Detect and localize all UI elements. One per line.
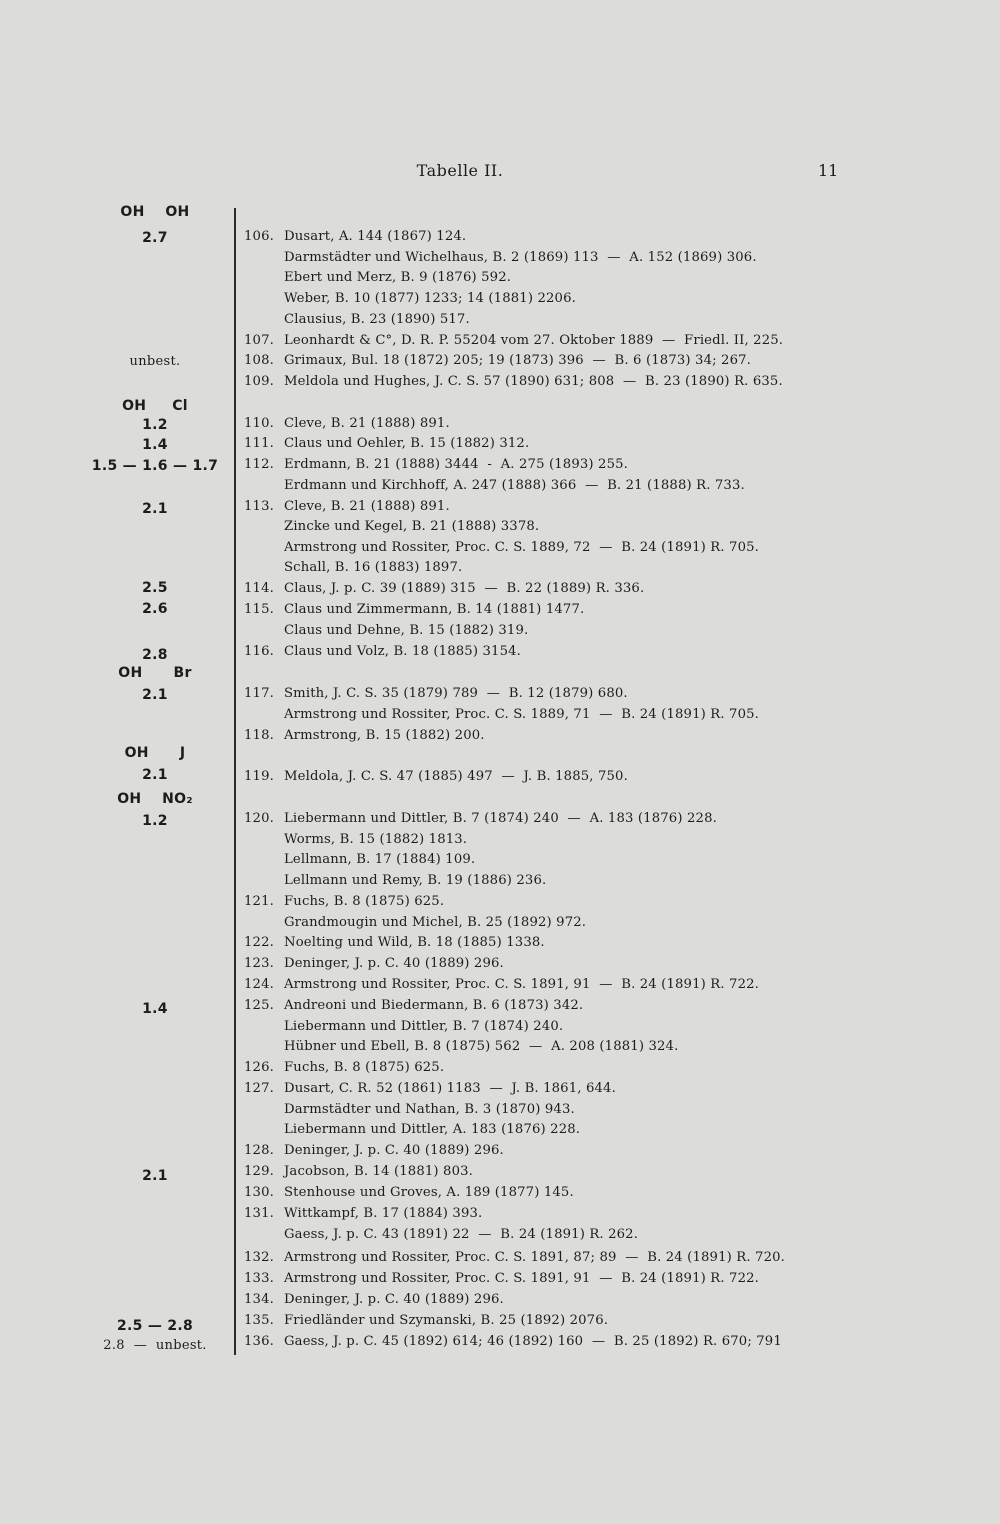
reference-number: 124.	[244, 977, 274, 992]
reference-line	[244, 977, 759, 997]
reference-number: 112.	[244, 457, 274, 472]
reference-text: Deninger, J. p. C. 40 (1889) 296.	[284, 1143, 504, 1158]
reference-number: 130.	[244, 1185, 274, 1200]
reference-line	[244, 478, 745, 498]
reference-line	[244, 769, 628, 789]
reference-number: 121.	[244, 894, 274, 909]
reference-number: 117.	[244, 686, 274, 701]
reference-text: Jacobson, B. 14 (1881) 803.	[284, 1164, 474, 1179]
reference-line	[244, 291, 576, 311]
reference-line	[244, 560, 462, 580]
reference-line	[244, 1164, 473, 1184]
reference-text: Friedländer und Szymanski, B. 25 (1892) 2076.	[284, 1313, 609, 1328]
reference-line	[244, 1060, 444, 1080]
position-label: 2.5	[142, 580, 168, 596]
reference-line	[244, 1081, 616, 1101]
reference-line	[244, 1143, 504, 1163]
position-label: 2.1	[142, 501, 168, 517]
reference-line	[244, 353, 751, 373]
reference-line	[244, 894, 444, 914]
reference-text: Worms, B. 15 (1882) 1813.	[284, 832, 468, 847]
reference-text: Liebermann und Dittler, A. 183 (1876) 228.	[284, 1122, 581, 1137]
reference-number: 119.	[244, 769, 274, 784]
reference-text: Leonhardt & C°, D. R. P. 55204 vom 27. Oktober 1889 — Friedl. II, 225.	[284, 333, 784, 348]
page-title: Tabelle II.	[416, 161, 504, 180]
reference-line	[244, 956, 504, 976]
reference-text: Deninger, J. p. C. 40 (1889) 296.	[284, 956, 504, 971]
reference-text: Smith, J. C. S. 35 (1879) 789 — B. 12 (1879) 680.	[284, 686, 628, 701]
reference-text: Zincke und Kegel, B. 21 (1888) 3378.	[284, 519, 540, 534]
reference-number: 114.	[244, 581, 274, 596]
reference-line	[244, 1271, 759, 1291]
reference-text: Claus und Oehler, B. 15 (1882) 312.	[284, 436, 530, 451]
position-label: OH J	[124, 745, 186, 761]
reference-number: 123.	[244, 956, 274, 971]
position-label: OH OH	[120, 204, 190, 220]
position-label: 1.4	[142, 437, 168, 453]
reference-line	[244, 852, 475, 872]
reference-text: Liebermann und Dittler, B. 7 (1874) 240.	[284, 1019, 564, 1034]
reference-text: Gaess, J. p. C. 43 (1891) 22 — B. 24 (1891) R. 262.	[284, 1227, 639, 1242]
reference-number: 128.	[244, 1143, 274, 1158]
reference-line	[244, 540, 759, 560]
reference-number: 108.	[244, 353, 274, 368]
reference-text: Dusart, A. 144 (1867) 124.	[284, 229, 467, 244]
reference-text: Fuchs, B. 8 (1875) 625.	[284, 1060, 445, 1075]
reference-line	[244, 915, 586, 935]
reference-line	[244, 499, 450, 519]
reference-number: 135.	[244, 1313, 274, 1328]
reference-text: Erdmann und Kirchhoff, A. 247 (1888) 366 — B. 21 (1888) R. 733.	[284, 478, 745, 493]
reference-text: Darmstädter und Nathan, B. 3 (1870) 943.	[284, 1102, 575, 1117]
reference-text: Liebermann und Dittler, B. 7 (1874) 240 — A. 183 (1876) 228.	[284, 811, 717, 826]
column-divider	[234, 208, 236, 1355]
reference-line	[244, 728, 485, 748]
reference-text: Weber, B. 10 (1877) 1233; 14 (1881) 2206.	[284, 291, 576, 306]
reference-line	[244, 873, 546, 893]
reference-text: Cleve, B. 21 (1888) 891.	[284, 499, 450, 514]
reference-line	[244, 312, 470, 332]
reference-line	[244, 581, 644, 601]
reference-number: 133.	[244, 1271, 274, 1286]
reference-line	[244, 1250, 785, 1270]
position-label: 2.8	[142, 647, 168, 663]
reference-line	[244, 250, 757, 270]
reference-number: 134.	[244, 1292, 274, 1307]
reference-number: 136.	[244, 1334, 274, 1349]
reference-text: Meldola, J. C. S. 47 (1885) 497 — J. B. 1885, 750.	[284, 769, 628, 784]
reference-line	[244, 519, 539, 539]
reference-line	[244, 333, 783, 353]
reference-text: Andreoni und Biedermann, B. 6 (1873) 342.	[284, 998, 584, 1013]
reference-number: 107.	[244, 333, 274, 348]
reference-text: Stenhouse und Groves, A. 189 (1877) 145.	[284, 1185, 574, 1200]
reference-number: 118.	[244, 728, 274, 743]
reference-text: Claus und Volz, B. 18 (1885) 3154.	[284, 644, 521, 659]
reference-text: Schall, B. 16 (1883) 1897.	[284, 560, 463, 575]
reference-text: Erdmann, B. 21 (1888) 3444 - A. 275 (1893) 255.	[284, 457, 629, 472]
reference-line	[244, 1039, 678, 1059]
reference-line	[244, 707, 759, 727]
position-label: OH Br	[118, 665, 192, 681]
reference-text: Armstrong und Rossiter, Proc. C. S. 1889, 72 — B. 24 (1891) R. 705.	[284, 540, 759, 555]
reference-line	[244, 644, 521, 664]
position-label: 2.1	[142, 687, 168, 703]
position-label: OH Cl	[122, 398, 188, 414]
reference-text: Noelting und Wild, B. 18 (1885) 1338.	[284, 935, 545, 950]
reference-text: Grimaux, Bul. 18 (1872) 205; 19 (1873) 396 — B. 6 (1873) 34; 267.	[284, 353, 752, 368]
reference-line	[244, 416, 450, 436]
reference-line	[244, 1102, 575, 1122]
reference-number: 110.	[244, 416, 274, 431]
reference-text: Lellmann, B. 17 (1884) 109.	[284, 852, 476, 867]
reference-number: 125.	[244, 998, 274, 1013]
reference-line	[244, 270, 511, 290]
position-label: 2.8 — unbest.	[103, 1338, 207, 1353]
reference-text: Lellmann und Remy, B. 19 (1886) 236.	[284, 873, 547, 888]
reference-line	[244, 602, 584, 622]
reference-number: 120.	[244, 811, 274, 826]
position-label: 1.5 — 1.6 — 1.7	[91, 458, 219, 474]
reference-line	[244, 686, 628, 706]
reference-number: 111.	[244, 436, 274, 451]
reference-text: Darmstädter und Wichelhaus, B. 2 (1869) 113 — A. 152 (1869) 306.	[284, 250, 757, 265]
reference-text: Hübner und Ebell, B. 8 (1875) 562 — A. 208 (1881) 324.	[284, 1039, 679, 1054]
position-label: unbest.	[129, 354, 181, 369]
reference-text: Ebert und Merz, B. 9 (1876) 592.	[284, 270, 512, 285]
reference-text: Fuchs, B. 8 (1875) 625.	[284, 894, 445, 909]
position-label: 2.1	[142, 767, 168, 783]
reference-line	[244, 1227, 638, 1247]
reference-number: 131.	[244, 1206, 274, 1221]
reference-number: 127.	[244, 1081, 274, 1096]
reference-number: 129.	[244, 1164, 274, 1179]
reference-number: 132.	[244, 1250, 274, 1265]
reference-line	[244, 832, 467, 852]
reference-number: 106.	[244, 229, 274, 244]
reference-line	[244, 811, 717, 831]
reference-number: 126.	[244, 1060, 274, 1075]
reference-text: Armstrong und Rossiter, Proc. C. S. 1891, 91 — B. 24 (1891) R. 722.	[284, 1271, 759, 1286]
reference-number: 122.	[244, 935, 274, 950]
reference-line	[244, 1292, 504, 1312]
position-label: 2.6	[142, 601, 168, 617]
reference-text: Dusart, C. R. 52 (1861) 1183 — J. B. 1861, 644.	[284, 1081, 616, 1096]
reference-number: 116.	[244, 644, 274, 659]
reference-text: Deninger, J. p. C. 40 (1889) 296.	[284, 1292, 504, 1307]
position-label: 1.4	[142, 1001, 168, 1017]
position-label: 1.2	[142, 417, 168, 433]
reference-text: Claus, J. p. C. 39 (1889) 315 — B. 22 (1889) R. 336.	[284, 581, 645, 596]
reference-line	[244, 374, 783, 394]
reference-text: Claus und Zimmermann, B. 14 (1881) 1477.	[284, 602, 585, 617]
reference-line	[244, 229, 466, 249]
reference-line	[244, 1313, 608, 1333]
reference-text: Meldola und Hughes, J. C. S. 57 (1890) 631; 808 — B. 23 (1890) R. 635.	[284, 374, 783, 389]
reference-text: Wittkampf, B. 17 (1884) 393.	[284, 1206, 483, 1221]
position-label: 2.7	[142, 230, 168, 246]
reference-line	[244, 1185, 574, 1205]
reference-text: Clausius, B. 23 (1890) 517.	[284, 312, 470, 327]
reference-line	[244, 436, 529, 456]
reference-text: Claus und Dehne, B. 15 (1882) 319.	[284, 623, 529, 638]
reference-number: 115.	[244, 602, 274, 617]
reference-number: 113.	[244, 499, 274, 514]
reference-text: Grandmougin und Michel, B. 25 (1892) 972.	[284, 915, 587, 930]
reference-text: Gaess, J. p. C. 45 (1892) 614; 46 (1892) 160 — B. 25 (1892) R. 670; 791	[284, 1334, 782, 1349]
reference-line	[244, 1206, 482, 1226]
reference-text: Armstrong und Rossiter, Proc. C. S. 1891, 87; 89 — B. 24 (1891) R. 720.	[284, 1250, 786, 1265]
reference-line	[244, 1334, 782, 1354]
position-label: 2.5 — 2.8	[116, 1318, 194, 1334]
position-label: OH NO₂	[117, 791, 193, 807]
position-label: 1.2	[142, 813, 168, 829]
reference-line	[244, 1019, 563, 1039]
reference-text: Armstrong und Rossiter, Proc. C. S. 1891, 91 — B. 24 (1891) R. 722.	[284, 977, 759, 992]
reference-line	[244, 998, 583, 1018]
position-label: 2.1	[142, 1168, 168, 1184]
reference-line	[244, 1122, 580, 1142]
reference-line	[244, 935, 545, 955]
reference-text: Armstrong und Rossiter, Proc. C. S. 1889, 71 — B. 24 (1891) R. 705.	[284, 707, 759, 722]
reference-line	[244, 457, 628, 477]
page-number: 11	[818, 161, 839, 180]
reference-line	[244, 623, 528, 643]
reference-text: Cleve, B. 21 (1888) 891.	[284, 416, 450, 431]
reference-number: 109.	[244, 374, 274, 389]
reference-text: Armstrong, B. 15 (1882) 200.	[284, 728, 485, 743]
